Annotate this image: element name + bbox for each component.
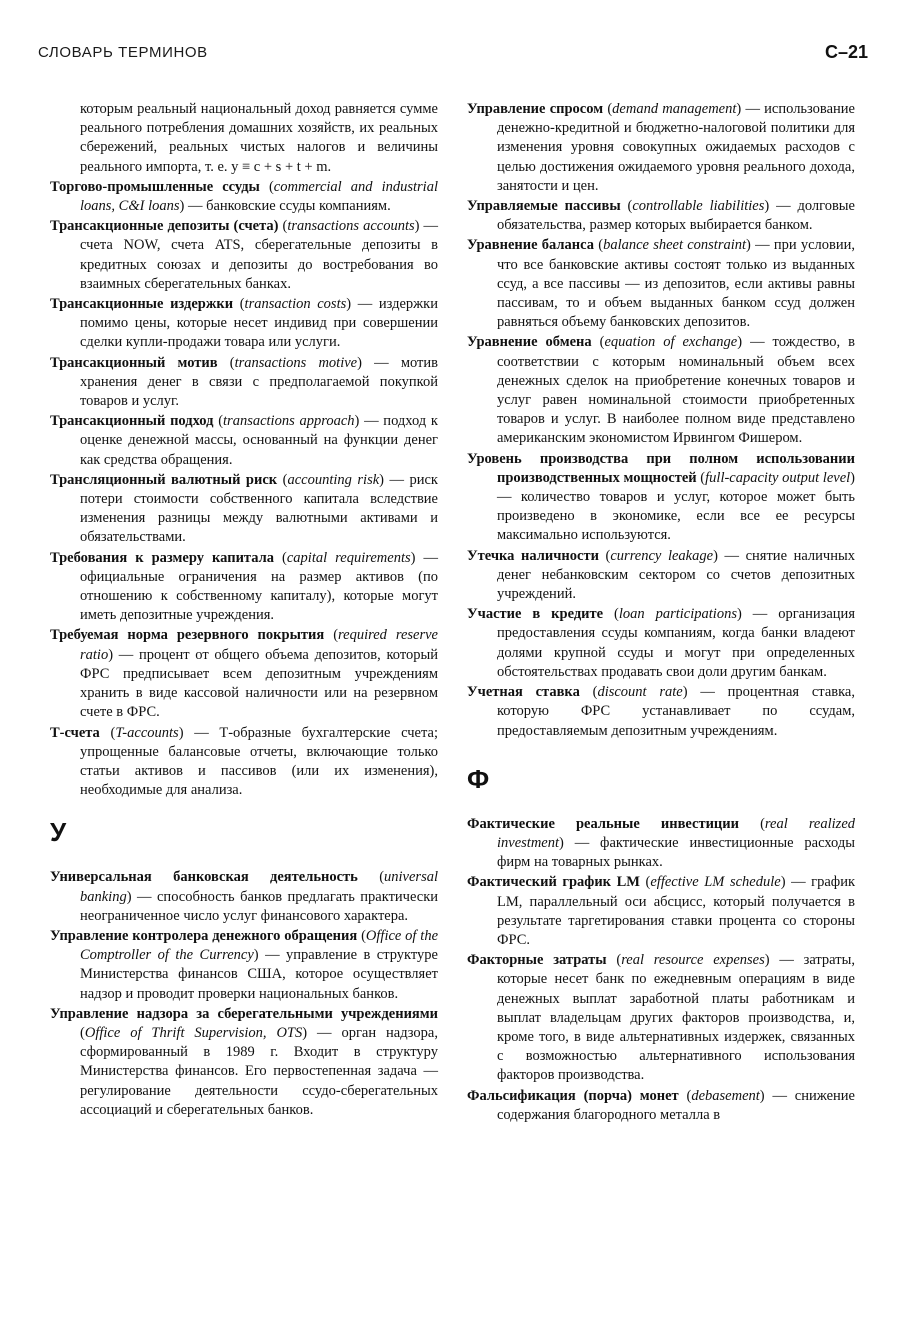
entry-english-term: demand management — [612, 101, 737, 117]
glossary-entry: Универсальная банковская деятельность (universal banking) — способность банков предлагать практически неограниченное число услуг финансового характера. — [50, 869, 438, 924]
left-column — [50, 100, 438, 1121]
entries-u-continued — [467, 100, 855, 741]
entry-english-term: discount rate — [597, 684, 683, 701]
glossary-entry: Управляемые пассивы (controllable liabilities) — долговые обязательства, размер которых выбирается банком. — [467, 198, 855, 234]
glossary-entry: Фальсификация (порча) монет (debasement) — снижение содержания благородного металла в — [467, 1087, 855, 1123]
entry-english-term: transactions accounts — [287, 218, 415, 235]
entry-english-term: controllable liabilities — [632, 198, 765, 215]
entry-definition: — издержки помимо цены, которые несет индивид при совершении сделки купли-продажи товара или услуги. — [80, 296, 438, 351]
entry-english-term: transactions approach — [223, 413, 355, 430]
letter-heading-f: Ф — [467, 763, 490, 794]
right-column — [467, 100, 855, 1126]
glossary-entry: Участие в кредите (loan participations) — организация предоставления ссуды компаниям, когда банки владеют долями крупной ссуды и могут при определенных обстоятельствах продавать свои доли другим банкам. — [467, 606, 855, 680]
entry-definition: — Т-образные бухгалтерские счета; упрощенные балансовые отчеты, включающие только статьи активов и пассивов (или их изменения), необходимые для анализа. — [80, 724, 438, 799]
entry-definition: — долговые обязательства, размер которых выбирается банком. — [497, 198, 855, 234]
glossary-entry: Утечка наличности (currency leakage) — снятие наличных денег небанковским сектором со счетов депозитных учреждений. — [467, 547, 855, 603]
entry-english-term: equation of exchange — [604, 334, 738, 351]
entry-term: Требуемая норма резервного покрытия — [50, 627, 325, 644]
entry-term: Торгово-промышленные ссуды — [50, 178, 260, 195]
entry-english-term: full-capacity output level — [705, 469, 851, 486]
entry-definition: — орган надзора, сформированный в 1989 г. Входит в структуру Министерства финансов. Его первостепенная задача — регулирование деятельности ссудо-сберегательных ассоциаций и сберегательных банков. — [80, 1024, 438, 1118]
glossary-entry: Трансакционный подход (transactions approach) — подход к оценке денежной массы, основанный на функции денег как средства обращения. — [50, 413, 438, 468]
entries-f — [467, 815, 855, 1125]
entry-english-term: commercial and industrial loans, C&I loans — [80, 178, 438, 215]
entry-definition: — при условии, что все банковские активы состоят только из выданных ссуд, а все пассивы — из депозитов, если активы равны пассивам, то и объем выданных банком ссуд должен равняться объему банковских депозитов. — [497, 237, 855, 331]
entry-definition: — количество товаров и услуг, которое может быть произведено в экономике, если все ее ресурсы максимально используются. — [497, 489, 855, 544]
page-number: С–21 — [824, 42, 868, 62]
entry-term: Фактический график LM — [467, 874, 640, 891]
entry-definition: — мотив хранения денег в связи с предполагаемой покупкой товаров и услуг. — [80, 354, 438, 410]
glossary-entry: Т-счета (T-accounts) — Т-образные бухгалтерские счета; упрощенные балансовые отчеты, включающие только статьи активов и пассивов (или их изменения), необходимые для анализа. — [50, 724, 438, 799]
entry-definition: — процент от общего объема депозитов, который ФРС предписывает всем депозитным учреждениям хранить в виде кассовой наличности или на резервном счете в ФРС. — [80, 646, 438, 721]
glossary-entry: Управление спросом (demand management) — использование денежно-кредитной и бюджетно-налоговой политики для изменения уровня совокупных ожидаемых расходов с целью достижения ожидаемого уровня реального дохода, занятости и цен. — [467, 101, 855, 194]
entry-continuation: которым реальный национальный доход равняется сумме реального потребления домашних хозяйств, их реальных сбережений, реальных чистых налогов и величины реального импорта, т. е. y ≡ c + s + t + m. — [80, 101, 438, 175]
entry-term: Фактические реальные инвестиции — [467, 815, 739, 832]
glossary-entry: Фактические реальные инвестиции (real realized investment) — фактические инвестиционные расходы фирм на товарных рынках. — [467, 815, 855, 871]
entry-english-term: real resource expenses — [621, 952, 765, 969]
entry-term: Уравнение баланса — [467, 237, 594, 254]
entry-definition: — использование денежно-кредитной и бюджетно-налоговой политики для изменения уровня совокупных ожидаемых расходов с целью достижения ожидаемого уровня реального дохода, занятости и цен. — [497, 101, 855, 194]
glossary-entry: Требования к размеру капитала (capital requirements) — официальные ограничения на размер активов (по отношению к собственному капиталу), которые могут иметь депозитные учреждения. — [50, 549, 438, 624]
entry-term: Управление надзора за сберегательными учреждениями — [50, 1005, 438, 1022]
entry-definition: — способность банков предлагать практически неограниченное число услуг финансового характера. — [80, 888, 438, 924]
glossary-entry: Уравнение баланса (balance sheet constraint) — при условии, что все банковские активы состоят только из выданных ссуд, а все пассивы — из депозитов, если активы равны пассивам, то и объем выданных банком ссуд должен равняться объему банковских депозитов. — [467, 237, 855, 331]
entry-definition: — затраты, которые несет банк по ежедневным операциям в виде денежных выплат заработной платы работникам и выплат владельцам других факторов производства, и, кроме того, в виде альтернативных издержек, связанных с возможностью альтернативного использования факторов производства. — [497, 952, 855, 1084]
entry-english-term: universal banking — [80, 869, 438, 905]
entry-term: Факторные затраты — [467, 952, 607, 969]
glossary-entry: Управление контролера денежного обращения (Office of the Comptroller of the Currency) — управление в структуре Министерства финансов США, которое осуществляет надзор и проводит проверки национальных банков. — [50, 927, 439, 1002]
glossary-entry: Трансакционные издержки (transaction costs) — издержки помимо цены, которые несет индивид при совершении сделки купли-продажи товара или услуги. — [50, 296, 438, 351]
entry-english-term: balance sheet constraint — [603, 237, 747, 254]
entry-term: Трансляционный валютный риск — [50, 471, 278, 488]
entry-term: Утечка наличности — [467, 547, 599, 564]
entry-english-term: Office of the Comptroller of the Currency — [80, 927, 439, 964]
entry-term: Трансакционные депозиты (счета) — [50, 218, 279, 235]
entries-u — [50, 868, 438, 1120]
entry-english-term: accounting risk — [287, 471, 380, 488]
entry-term: Управление спросом — [467, 101, 604, 117]
entry-definition: — официальные ограничения на размер активов (по отношению к собственному капиталу), которые могут иметь депозитные учреждения. — [80, 549, 438, 624]
entry-definition: — фактические инвестиционные расходы фирм на товарных рынках. — [497, 834, 855, 871]
glossary-entry: Управление надзора за сберегательными учреждениями (Office of Thrift Supervision, OTS) — орган надзора, сформированный в 1989 г. Входит в структуру Министерства финансов. Его первостепенная задача — регулирование деятельности ссудо-сберегательных ассоциаций и сберегательных банков. — [50, 1005, 438, 1118]
entry-term: Требования к размеру капитала — [50, 549, 274, 566]
entry-term: Участие в кредите — [467, 606, 604, 623]
entry-definition: — график LM, параллельный оси абсцисс, который получается в результате таргетирования ставки процента со стороны ФРС. — [497, 874, 855, 948]
glossary-entry: Уравнение обмена (equation of exchange) — тождество, в соответствии с которым номинальный объем всех денежных сделок на приобретение конечных товаров и услуг равен номинальной стоимости приобретенных товаров и услуг. В наиболее полном виде представлено американским экономистом Ирвингом Фишером. — [467, 334, 856, 447]
entry-term: Трансакционные издержки — [50, 296, 234, 313]
entry-english-term: effective LM schedule — [650, 874, 781, 891]
entry-definition: — снятие наличных денег небанковским сектором со счетов депозитных учреждений. — [497, 547, 855, 603]
entry-definition: — риск потери стоимости собственного капитала вследствие изменения разницы между валютными активами и обязательствами. — [80, 471, 438, 546]
entry-english-term: transactions motive — [234, 354, 358, 371]
entry-term: Трансакционный подход — [50, 413, 214, 430]
entry-definition: — снижение содержания благородного металла в — [497, 1087, 855, 1123]
glossary-entry: Трансляционный валютный риск (accounting risk) — риск потери стоимости собственного капитала вследствие изменения разницы между валютными активами и обязательствами. — [50, 471, 438, 546]
entry-english-term: Office of Thrift Supervision, OTS — [84, 1024, 303, 1041]
glossary-entry: Требуемая норма резервного покрытия (required reserve ratio) — процент от общего объема депозитов, который ФРС предписывает всем депозитным учреждениям хранить в виде кассовой наличности или на резервном счете в ФРС. — [50, 627, 438, 721]
entry-term: Управление контролера денежного обращения — [50, 927, 358, 944]
entry-definition: — банковские ссуды компаниям. — [187, 198, 391, 215]
glossary-entry: Трансакционные депозиты (счета) (transactions accounts) — счета NOW, счета ATS, сберегательные депозиты в кредитных союзах и депозиты до востребования во взаимных сберегательных банках. — [50, 218, 438, 292]
entry-definition: — управление в структуре Министерства финансов США, которое осуществляет надзор и проводит проверки национальных банков. — [80, 947, 438, 1002]
entry-definition: — организация предоставления ссуды компаниям, когда банки владеют долями крупной ссуды и могут при определенных обстоятельствах продавать свои доли другим банкам. — [497, 606, 855, 680]
running-header: СЛОВАРЬ ТЕРМИНОВ — [38, 44, 208, 61]
entry-english-term: debasement — [691, 1087, 760, 1104]
entry-definition: — процентная ставка, которую ФРС устанавливает по ссудам, предоставляемым депозитным учреждениям. — [497, 684, 855, 739]
entry-term: Управляемые пассивы — [467, 198, 621, 215]
letter-heading-u: У — [50, 817, 67, 848]
entry-english-term: real realized investment — [497, 815, 855, 851]
entry-english-term: loan participations — [618, 606, 737, 623]
entry-english-term: capital requirements — [286, 549, 411, 566]
glossary-entry: Уровень производства при полном использовании производственных мощностей (full-capacity output level) — количество товаров и услуг, которое может быть произведено в экономике, если все ее ресурсы максимально используются. — [467, 450, 855, 544]
entry-term: Т-счета — [50, 724, 100, 741]
glossary-entry: Фактический график LM (effective LM schedule) — график LM, параллельный оси абсцисс, который получается в результате таргетирования ставки процента со стороны ФРС. — [467, 874, 855, 948]
entry-term: Универсальная банковская деятельность — [50, 869, 358, 886]
glossary-entry: Учетная ставка (discount rate) — процентная ставка, которую ФРС устанавливает по ссудам, предоставляемым депозитным учреждениям. — [467, 684, 855, 739]
glossary-entry: Торгово-промышленные ссуды (commercial and industrial loans, C&I loans) — банковские ссуды компаниям. — [50, 178, 438, 215]
entry-term: Фальсификация (порча) монет — [467, 1087, 679, 1104]
entry-definition: — тождество, в соответствии с которым номинальный объем всех денежных сделок на приобретение конечных товаров и услуг равен номинальной стоимости приобретенных товаров и услуг. В наиболее полном виде представлено американским экономистом Ирвингом Фишером. — [497, 334, 856, 447]
entry-english-term: T-accounts — [115, 724, 179, 741]
entry-definition: — счета NOW, счета ATS, сберегательные депозиты в кредитных союзах и депозиты до востребования во взаимных сберегательных банках. — [80, 218, 438, 292]
entry-english-term: currency leakage — [610, 547, 714, 564]
entry-term: Уравнение обмена — [467, 334, 592, 351]
entry-english-term: required reserve ratio — [80, 627, 438, 663]
entry-english-term: transaction costs — [244, 296, 347, 313]
entry-term: Учетная ставка — [467, 684, 580, 701]
entry-term: Трансакционный мотив — [50, 354, 218, 371]
entry-term: Уровень производства при полном использовании производственных мощностей — [467, 450, 855, 486]
glossary-entry: Факторные затраты (real resource expenses) — затраты, которые несет банк по ежедневным операциям в виде денежных выплат заработной платы работникам и выплат владельцам других факторов производства, и, кроме того, в виде альтернативных издержек, связанных с возможностью альтернативного использования факторов производства. — [467, 952, 855, 1084]
entries-t — [50, 178, 438, 801]
entry-definition: — подход к оценке денежной массы, основанный на функции денег как средства обращения. — [80, 413, 438, 468]
glossary-entry: Трансакционный мотив (transactions motive) — мотив хранения денег в связи с предполагаемой покупкой товаров и услуг. — [50, 354, 438, 410]
